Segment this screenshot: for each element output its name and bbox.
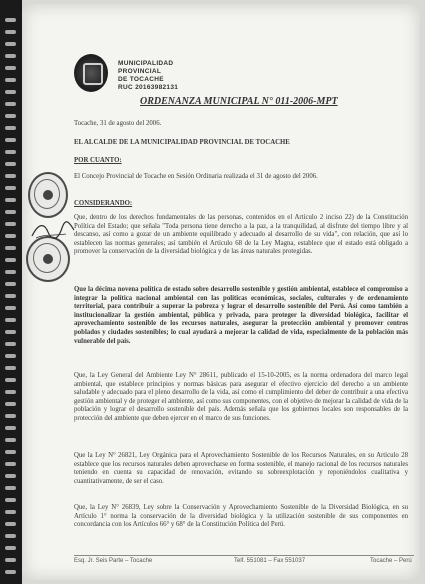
signature-icon: [30, 220, 76, 242]
paragraph: Que la décima novena política de estado sobre desarrollo sostenible y gestión ambiental, establece el compromiso a integrar la política nacional ambiental con las políticas económicas, sociales, culturales y de ordenamiento territorial, para contribuir a superar la pobreza y lograr el desarrollo sostenible del Perú. Así como también a institucionalizar la gestión ambiental, pública y privada, para proteger la diversidad biológica, facilitar el aprovechamiento sostenible de los recursos naturales, asegurar la protección ambiental y promover centros poblados y ciudades sostenibles; lo cual ayudará a mejorar la calidad de vida, especialmente de la población más vulnerable del país.: [74, 286, 408, 345]
por-cuanto-heading: POR CUANTO:: [74, 157, 122, 164]
alcalde-line: EL ALCALDE DE LA MUNICIPALIDAD PROVINCIAL DE TOCACHE: [74, 139, 290, 146]
municipal-logo-icon: [74, 54, 108, 92]
official-seal-icon: [26, 236, 70, 282]
paragraph: Que, la Ley N° 26839, Ley sobre la Conservación y Aprovechamiento Sostenible de la Diversidad Biológica, en su Artículo 1° norma la conservación de la diversidad biológica y la utilización sostenible de sus componentes en concordancia con los Artículos 66° y 68° de la Constitución Política del Perú.: [74, 504, 408, 529]
footer-phone: Telf. 551081 – Fax 551037: [234, 558, 306, 564]
document-page: [22, 4, 420, 580]
concejo-line: El Concejo Provincial de Tocache en Sesión Ordinaria realizada el 31 de agosto del 2006.: [74, 173, 318, 180]
org-ruc-line: RUC 20163982131: [118, 84, 179, 91]
considerando-heading: CONSIDERANDO:: [74, 200, 133, 207]
ring-binding: [0, 0, 22, 584]
footer-city: Tocache – Perú: [370, 558, 412, 564]
ordinance-title: ORDENANZA MUNICIPAL N° 011-2006-MPT: [140, 96, 338, 107]
page-footer: [74, 555, 414, 564]
paragraph: Que, la Ley General del Ambiente Ley N° 28611, publicado el 15-10-2005, es la norma ordenadora del marco legal ambiental, que establece principios y normas básicas para asegurar el efectivo ejercicio del derecho a un ambiente saludable y adecuado para el pleno desarrollo de la vida, así como el cumplimiento del deber de contribuir a una efectiva gestión ambiental y de proteger el ambiente, así como sus componentes, con el objetivo de mejorar la calidad de vida de la población y lograr el desarrollo sostenible del país. Además señala que los gobiernos locales son responsables de la protección del ambiente que deben ejercer en el marco de sus funciones.: [74, 372, 408, 422]
official-seal-icon: [28, 172, 68, 218]
date-line: Tocache, 31 de agosto del 2006.: [74, 120, 162, 127]
org-name-line: DE TOCACHE: [118, 76, 164, 83]
footer-address: Esq. Jr. Seis Parte – Tocache: [74, 558, 153, 564]
org-name-line: MUNICIPALIDAD: [118, 60, 174, 67]
org-name-line: PROVINCIAL: [118, 68, 162, 75]
paragraph: Que la Ley N° 26821, Ley Orgánica para el Aprovechamiento Sostenible de los Recursos Naturales, en su Artículo 28 establece que los recursos naturales deben aprovecharse en forma sostenible, el manejo racional de los recursos naturales teniendo en cuenta su capacidad de renovación, evitando su sobreexplotación y reponiéndolos cualitativa y cuantitativamente, de ser el caso.: [74, 452, 408, 485]
org-header: [118, 60, 178, 92]
paragraph: Que, dentro de los derechos fundamentales de las personas, contenidos en el Artículo 2 inciso 22) de la Constitución Política del Estado; que señala "Toda persona tiene derecho a la paz, a la tranquilidad, al disfrute del tiempo libre y al descanso, así como a gozar de un ambiente equilibrado y adecuado al desarrollo de su vida", con relación, que así lo establecen las normas generales; así también el Artículo 68 de la Ley Magna, establece que el estado está obligado a promover la conservación de la diversidad biológica y de las áreas naturales protegidas.: [74, 214, 408, 256]
